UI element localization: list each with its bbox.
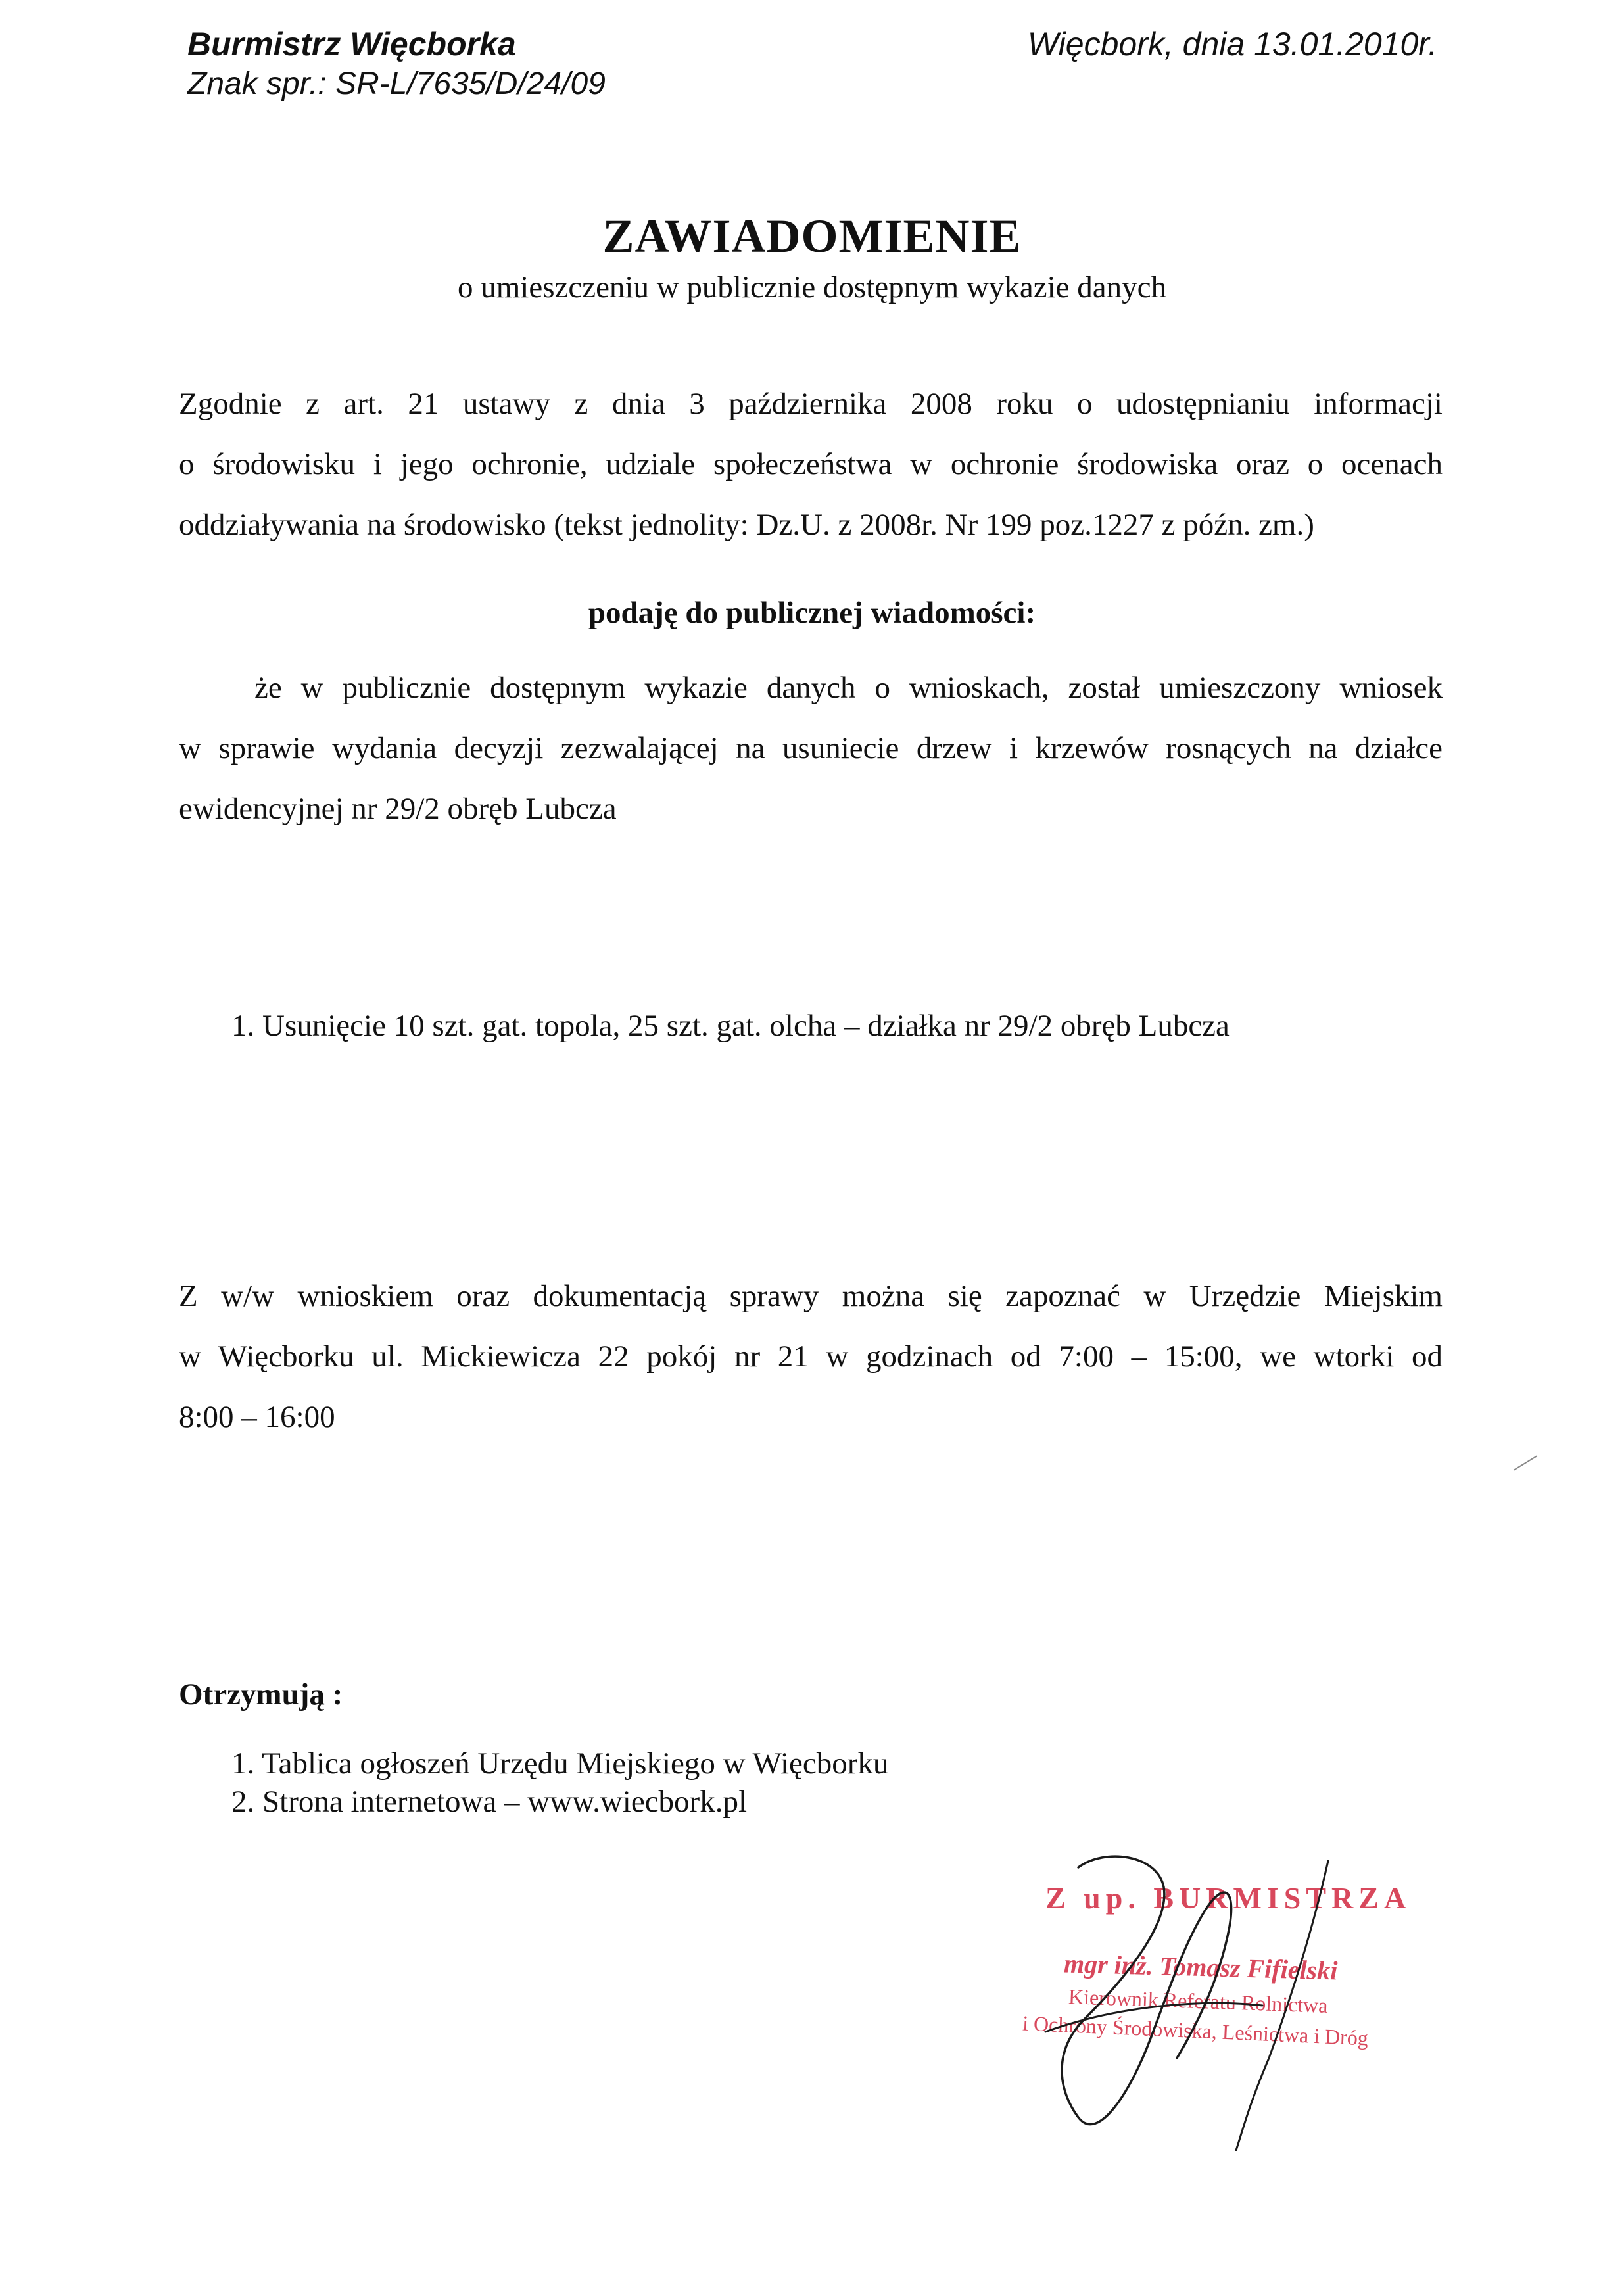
contact-line: w Więcborku ul. Mickiewicza 22 pokój nr 21 w godzinach od 7:00 – 15:00, we wtorki od [179,1339,1443,1374]
recipient-item: 1. Tablica ogłoszeń Urzędu Miejskiego w Więcborku [231,1746,889,1781]
recipients-heading: Otrzymują : [179,1677,343,1712]
place-and-date: Więcbork, dnia 13.01.2010r. [1027,26,1437,62]
contact-paragraph [179,1266,1443,1447]
notice-line: w sprawie wydania decyzji zezwalającej na usuniecie drzew i krzewów rosnących na działce [179,731,1443,765]
document-title: ZAWIADOMIENIE [602,210,1022,262]
handwritten-signature [986,1841,1414,2157]
contact-line: Z w/w wnioskiem oraz dokumentacją sprawy można się zapoznać w Urzędzie Miejskim [179,1279,1443,1313]
request-item: 1. Usunięcie 10 szt. gat. topola, 25 szt. gat. olcha – działka nr 29/2 obręb Lubcza [231,1009,1230,1043]
stamp-department-line: i Ochrony Środowiska, Leśnictwa i Dróg [1022,2011,1369,2050]
intro-line: o środowisku i jego ochronie, udziale społeczeństwa w ochronie środowiska oraz o ocenach [179,447,1443,481]
intro-line: Zgodnie z art. 21 ustawy z dnia 3 października 2008 roku o udostępnianiu informacji [179,387,1443,421]
notice-line: ewidencyjnej nr 29/2 obręb Lubcza [179,792,617,826]
document-subtitle: o umieszczeniu w publicznie dostępnym wykazie danych [457,270,1167,304]
stamp-authority-line: Z up. BURMISTRZA [1045,1881,1412,1915]
intro-paragraph [179,373,1443,555]
contact-line: 8:00 – 16:00 [179,1400,335,1434]
issuer-name: Burmistrz Więcborka [187,26,516,62]
scan-artifact [1512,1453,1539,1473]
announcement-heading: podaję do publicznej wiadomości: [588,596,1036,630]
notice-paragraph [179,658,1443,839]
recipient-item: 2. Strona internetowa – www.wiecbork.pl [231,1785,748,1819]
stamp-name-line: mgr inż. Tomasz Fifielski [1063,1948,1338,1986]
stamp-position-line: Kierownik Referatu Rolnictwa [1068,1984,1329,2017]
intro-line: oddziaływania na środowisko (tekst jednolity: Dz.U. z 2008r. Nr 199 poz.1227 z późn. zm.) [179,508,1314,542]
notice-line: że w publicznie dostępnym wykazie danych o wnioskach, został umieszczony wniosek [254,671,1443,705]
case-reference: Znak spr.: SR-L/7635/D/24/09 [187,66,606,101]
